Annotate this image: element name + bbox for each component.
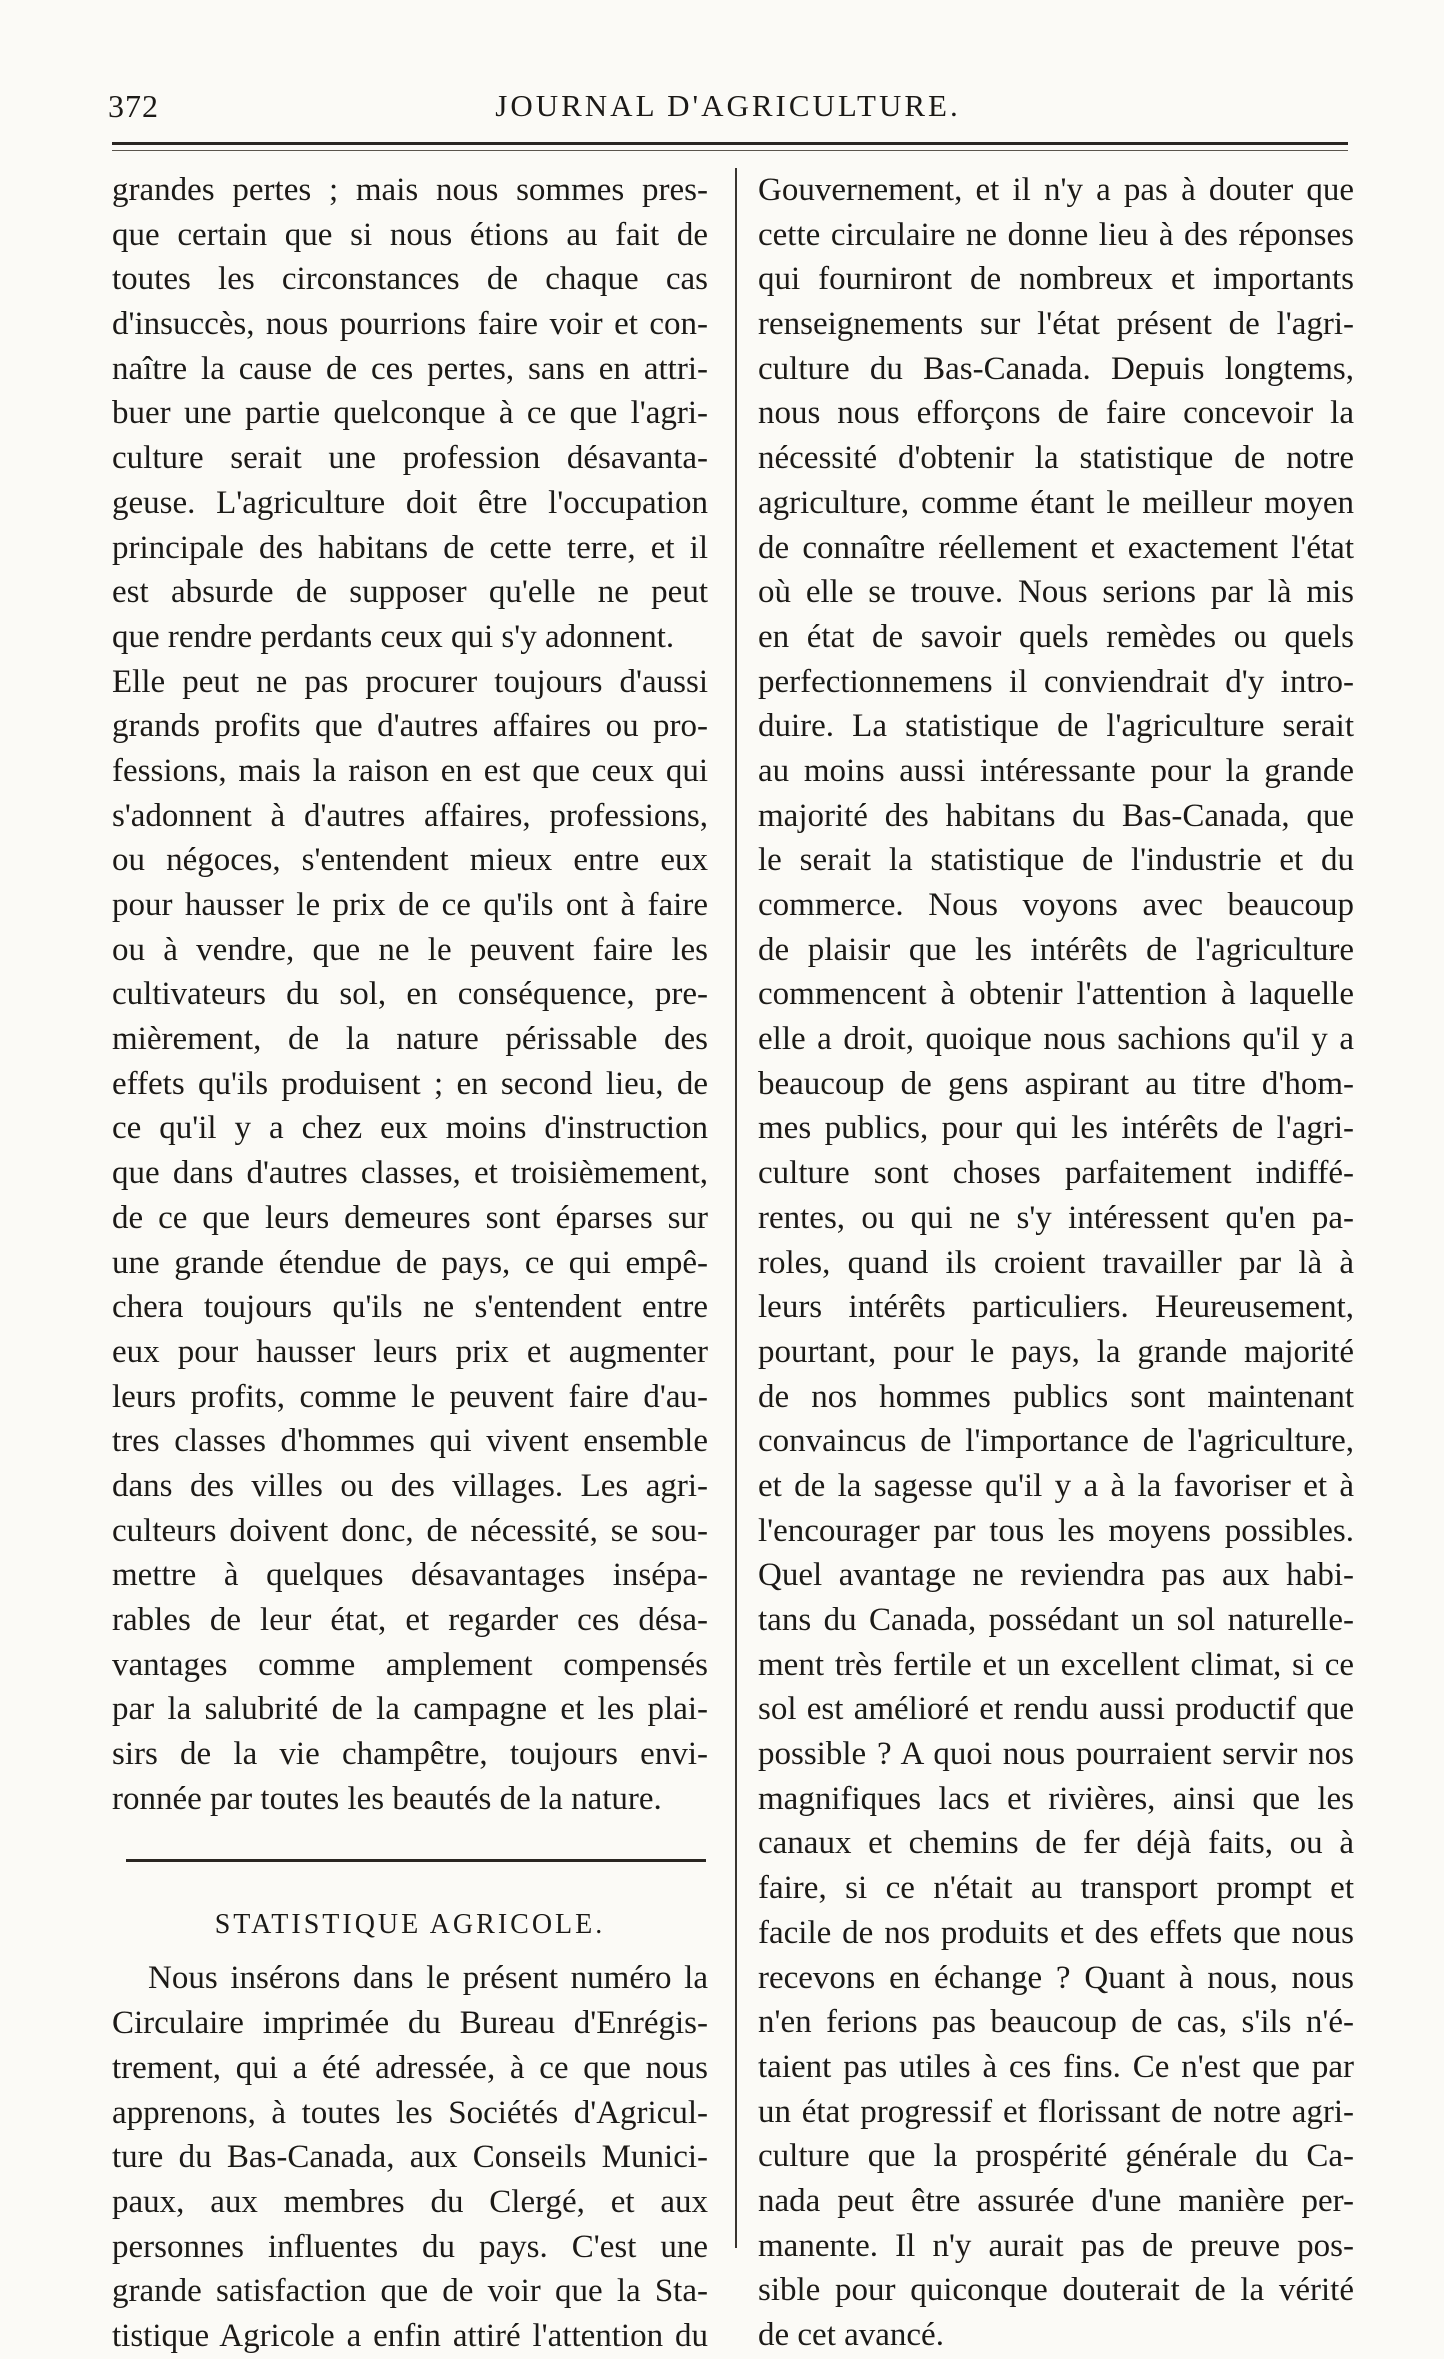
text-line: recevons en échange ? Quant à nous, nous (758, 1959, 1354, 1996)
text-line: roles, quand ils croient travailler par là à (758, 1244, 1354, 1281)
text-line: un état progressif et florissant de notre agri- (758, 2093, 1354, 2130)
text-line: culture sont choses parfaitement indiffé- (758, 1155, 1354, 1192)
text-line: tres classes d'hommes qui vivent ensemble (112, 1423, 708, 1460)
text-line: grande satisfaction que de voir que la Sta- (112, 2273, 708, 2310)
text-line: Nous insérons dans le présent numéro la (148, 1960, 708, 1997)
text-line: Gouvernement, et il n'y a pas à douter que (758, 172, 1354, 208)
text-line: apprenons, à toutes les Sociétés d'Agricul- (112, 2094, 708, 2131)
text-line: qui fourniront de nombreux et importants (758, 261, 1354, 298)
text-line: culture du Bas-Canada. Depuis longtems, (758, 350, 1354, 387)
text-line: est absurde de supposer qu'elle ne peut (112, 574, 708, 611)
text-line: chera toujours qu'ils ne s'entendent entre (112, 1289, 708, 1326)
text-line: pourtant, pour le pays, la grande majorité (758, 1333, 1354, 1370)
text-line: de plaisir que les intérêts de l'agriculture (758, 931, 1354, 968)
text-line: en état de savoir quels remèdes ou quels (758, 618, 1354, 655)
text-line: naître la cause de ces pertes, sans en attri- (112, 350, 708, 387)
text-line: mes publics, pour qui les intérêts de l'agri- (758, 1110, 1354, 1147)
right-column (758, 168, 1354, 2358)
text-line: principale des habitans de cette terre, et il (112, 529, 708, 566)
text-line: eux pour hausser leurs prix et augmenter (112, 1333, 708, 1370)
text-line: ture du Bas-Canada, aux Conseils Munici- (112, 2139, 708, 2176)
text-line: fessions, mais la raison en est que ceux qui (112, 752, 708, 789)
page-number: 372 (108, 88, 159, 124)
text-line: leurs profits, comme le peuvent faire d'au- (112, 1378, 708, 1415)
text-line: faire, si ce n'était au transport prompt et (758, 1870, 1354, 1907)
text-line: ou à vendre, que ne le peuvent faire les (112, 931, 708, 968)
text-line: le serait la statistique de l'industrie et du (758, 842, 1354, 879)
text-line: nécessité d'obtenir la statistique de notre (758, 440, 1354, 477)
text-line: culture serait une profession désavanta- (112, 440, 708, 477)
left-column (112, 168, 708, 2359)
text-line: ou négoces, s'entendent mieux entre eux (112, 842, 708, 879)
text-line: cette circulaire ne donne lieu à des réponses (758, 216, 1354, 253)
text-line: effets qu'ils produisent ; en second lieu, de (112, 1065, 708, 1102)
text-line: culteurs doivent donc, de nécessité, se sou- (112, 1512, 708, 1549)
text-line: pour hausser le prix de ce qu'ils ont à faire (112, 887, 708, 923)
text-line: commerce. Nous voyons avec beaucoup (758, 887, 1354, 923)
text-line: que certain que si nous étions au fait de (112, 216, 708, 253)
column-divider (735, 168, 737, 2248)
text-line: dans des villes ou des villages. Les agri- (112, 1467, 708, 1504)
text-line: de cet avancé. (758, 2317, 944, 2353)
text-line: mièrement, de la nature périssable des (112, 1021, 708, 1058)
text-line: canaux et chemins de fer déjà faits, ou à (758, 1825, 1354, 1862)
text-line: trement, qui a été adressée, à ce que nous (112, 2049, 708, 2086)
text-line: elle a droit, quoique nous sachions qu'il y a (758, 1021, 1354, 1058)
text-line: commencent à obtenir l'attention à laquelle (758, 976, 1354, 1013)
text-line: une grande étendue de pays, ce qui empê- (112, 1244, 708, 1281)
text-line: facile de nos produits et des effets que nous (758, 1914, 1354, 1951)
text-line: geuse. L'agriculture doit être l'occupation (112, 484, 708, 521)
text-line: n'en ferions pas beaucoup de cas, s'ils n'é- (758, 2004, 1354, 2041)
text-line: rables de leur état, et regarder ces désa- (112, 1602, 708, 1638)
text-line: manente. Il n'y aurait pas de preuve pos- (758, 2227, 1354, 2264)
text-line: convaincus de l'importance de l'agriculture, (758, 1423, 1354, 1460)
text-line: de connaître réellement et exactement l'état (758, 529, 1354, 566)
text-line: au moins aussi intéressante pour la grande (758, 752, 1354, 789)
text-line: ronnée par toutes les beautés de la nature. (112, 1780, 662, 1817)
text-line: tistique Agricole a enfin attiré l'attention du (112, 2317, 708, 2354)
text-line: et de la sagesse qu'il y a à la favoriser et à (758, 1467, 1354, 1504)
text-line: leurs intérêts particuliers. Heureusement, (758, 1289, 1354, 1326)
section-body (112, 1956, 708, 2358)
text-line: nous nous efforçons de faire concevoir la (758, 395, 1354, 432)
text-line: d'insuccès, nous pourrions faire voir et con- (112, 306, 708, 343)
text-line: où elle se trouve. Nous serions par là mis (758, 574, 1354, 611)
text-line: Quel avantage ne reviendra pas aux habi- (758, 1557, 1354, 1594)
text-line: culture que la prospérité générale du Ca- (758, 2138, 1354, 2175)
text-line: cultivateurs du sol, en conséquence, pre- (112, 976, 708, 1013)
text-line: taient pas utiles à ces fins. Ce n'est que par (758, 2048, 1354, 2085)
text-line: Circulaire imprimée du Bureau d'Enrégis- (112, 2005, 708, 2042)
text-line: toutes les circonstances de chaque cas (112, 261, 708, 298)
text-line: renseignements sur l'état présent de l'agri- (758, 306, 1354, 343)
text-line: grands profits que d'autres affaires ou pro- (112, 708, 708, 745)
text-line: perfectionnemens il conviendrait d'y intro- (758, 663, 1354, 700)
text-line: beaucoup de gens aspirant au titre d'hom- (758, 1065, 1354, 1102)
text-line: l'encourager par tous les moyens possibles. (758, 1512, 1354, 1549)
text-line: magnifiques lacs et rivières, ainsi que les (758, 1780, 1354, 1817)
text-line: mettre à quelques désavantages insépa- (112, 1557, 708, 1594)
text-line: s'adonnent à d'autres affaires, professions, (112, 797, 708, 834)
text-line: ce qu'il y a chez eux moins d'instruction (112, 1110, 708, 1147)
header-rule-thin (112, 150, 1348, 151)
text-line: ment très fertile et un excellent climat, si ce (758, 1646, 1354, 1683)
text-line: possible ? A quoi nous pourraient servir nos (758, 1736, 1354, 1773)
text-line: buer une partie quelconque à ce que l'agri- (112, 395, 708, 432)
text-line: par la salubrité de la campagne et les plai- (112, 1691, 708, 1728)
text-line: que dans d'autres classes, et troisièmement, (112, 1155, 708, 1192)
journal-title: JOURNAL D'AGRICULTURE. (495, 88, 961, 123)
section-heading: STATISTIQUE AGRICOLE. (214, 1909, 606, 1941)
right-column-body (758, 168, 1354, 2358)
left-column-body (112, 168, 708, 1821)
text-line: paux, aux membres du Clergé, et aux (112, 2183, 708, 2220)
text-line: sol est amélioré et rendu aussi productif que (758, 1691, 1354, 1728)
text-line: Elle peut ne pas procurer toujours d'aussi (112, 663, 708, 700)
text-line: majorité des habitans du Bas-Canada, que (758, 797, 1354, 834)
text-line: vantages comme amplement compensés (112, 1646, 708, 1683)
text-line: sible pour quiconque douterait de la vérité (758, 2272, 1354, 2309)
text-line: tans du Canada, possédant un sol naturelle- (758, 1602, 1354, 1638)
text-line: de nos hommes publics sont maintenant (758, 1378, 1354, 1415)
text-line: personnes influentes du pays. C'est une (112, 2228, 708, 2265)
text-line: sirs de la vie champêtre, toujours envi- (112, 1736, 708, 1773)
header-rule (112, 142, 1348, 145)
text-line: rentes, ou qui ne s'y intéressent qu'en pa- (758, 1199, 1354, 1236)
text-line: grandes pertes ; mais nous sommes pres- (112, 172, 708, 208)
text-line: de ce que leurs demeures sont éparses sur (112, 1199, 708, 1236)
text-line: que rendre perdants ceux qui s'y adonnent. (112, 618, 675, 655)
section-divider-rule (126, 1859, 706, 1862)
text-line: duire. La statistique de l'agriculture serait (758, 708, 1354, 745)
running-head (108, 88, 1348, 128)
text-line: nada peut être assurée d'une manière per- (758, 2182, 1354, 2219)
text-line: agriculture, comme étant le meilleur moyen (758, 484, 1354, 521)
